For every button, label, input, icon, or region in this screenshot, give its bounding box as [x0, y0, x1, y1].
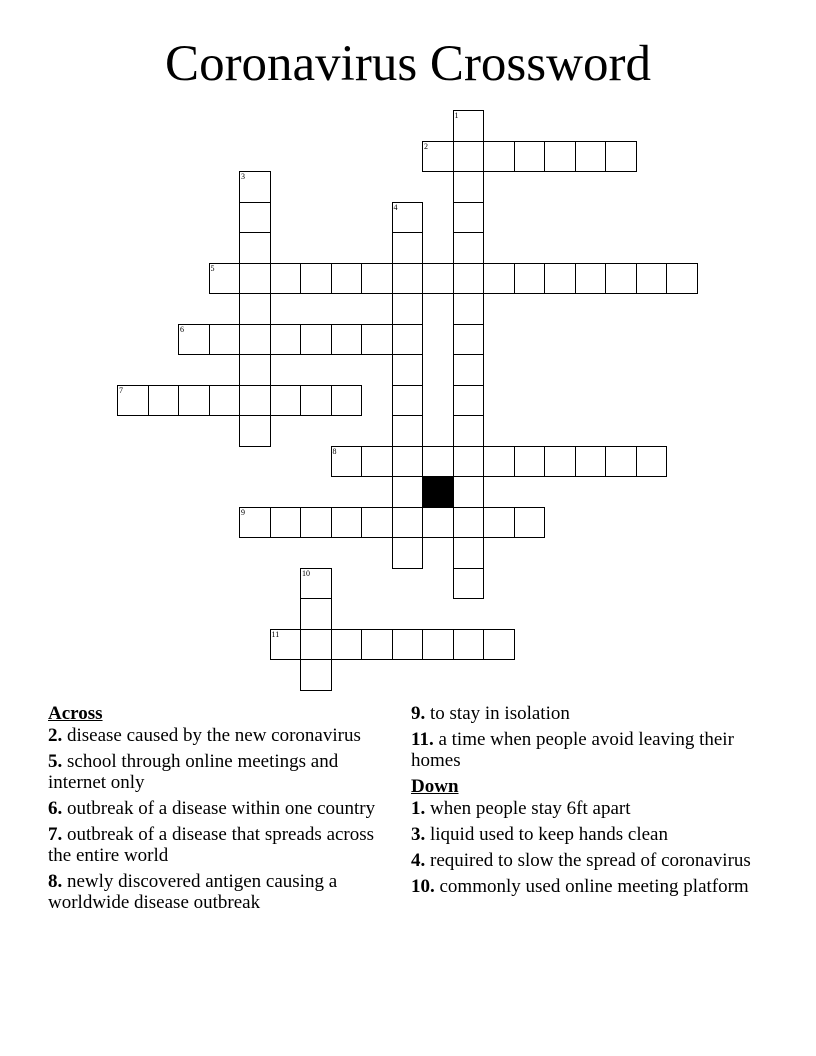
crossword-cell[interactable] [453, 385, 485, 417]
clue-text: outbreak of a disease that spreads across the entire world [48, 824, 375, 866]
crossword-cell[interactable] [209, 385, 241, 417]
crossword-cell[interactable] [239, 263, 271, 295]
crossword-cell[interactable] [239, 385, 271, 417]
cell-number: 3 [241, 172, 245, 181]
clue-number: 9. [411, 703, 426, 724]
crossword-cell[interactable] [148, 385, 180, 417]
crossword-cell[interactable] [636, 446, 668, 478]
clue-text: a time when people avoid leaving their homes [411, 729, 734, 771]
crossword-cell[interactable] [361, 446, 393, 478]
clues-right-column [411, 703, 761, 902]
crossword-cell[interactable] [422, 141, 454, 173]
cell-number: 1 [454, 111, 459, 120]
crossword-cell[interactable] [392, 537, 424, 569]
cell-number: 9 [241, 507, 245, 517]
crossword-cell[interactable] [605, 446, 637, 478]
clue-number: 10. [411, 876, 435, 897]
page-title: Coronavirus Crossword [165, 36, 651, 92]
crossword-cell[interactable] [331, 385, 363, 417]
clue-text: required to slow the spread of coronavirus [430, 850, 751, 871]
crossword-cell[interactable] [453, 110, 485, 142]
crossword-cell[interactable] [453, 232, 485, 264]
crossword-cell[interactable] [239, 324, 271, 356]
crossword-cell[interactable] [178, 385, 210, 417]
crossword-cell[interactable] [483, 141, 515, 173]
crossword-cell[interactable] [544, 446, 576, 478]
crossword-cell[interactable] [453, 171, 485, 203]
across-clue-8 [48, 871, 388, 913]
crossword-cell[interactable] [392, 232, 424, 264]
crossword-cell[interactable] [483, 446, 515, 478]
cell-number: 6 [180, 324, 184, 334]
crossword-cell[interactable] [514, 141, 546, 173]
black-cell [422, 476, 454, 508]
crossword-cell[interactable] [392, 415, 424, 447]
clue-number: 1. [411, 798, 426, 819]
crossword-cell[interactable] [331, 324, 363, 356]
across-clue-11 [411, 729, 761, 771]
clue-number: 3. [411, 824, 426, 845]
crossword-cell[interactable] [239, 202, 271, 234]
crossword-cell[interactable] [483, 629, 515, 661]
clue-number: 7. [48, 824, 63, 845]
crossword-cell[interactable] [514, 507, 546, 539]
clue-text: outbreak of a disease within one country [67, 798, 376, 819]
crossword-cell[interactable] [270, 629, 302, 661]
across-heading: Across [48, 703, 103, 724]
crossword-cell[interactable] [422, 507, 454, 539]
crossword-cell[interactable] [453, 446, 485, 478]
crossword-cell[interactable] [300, 568, 332, 600]
clue-text: commonly used online meeting platform [439, 876, 749, 897]
crossword-cell[interactable] [300, 507, 332, 539]
crossword-cell[interactable] [270, 324, 302, 356]
crossword-cell[interactable] [514, 263, 546, 295]
crossword-cell[interactable] [270, 507, 302, 539]
crossword-cell[interactable] [361, 507, 393, 539]
crossword-cell[interactable] [239, 415, 271, 447]
crossword-cell[interactable] [392, 629, 424, 661]
crossword-cell[interactable] [514, 446, 546, 478]
crossword-cell[interactable] [300, 324, 332, 356]
cell-number: 4 [393, 202, 398, 212]
crossword-cell[interactable] [453, 354, 485, 386]
crossword-cell[interactable] [544, 141, 576, 173]
across-clue-9 [411, 703, 761, 724]
crossword-cell[interactable] [453, 293, 485, 325]
crossword-cell[interactable] [453, 507, 485, 539]
clue-text: disease caused by the new coronavirus [67, 725, 361, 746]
down-clue-10 [411, 876, 761, 897]
crossword-cell[interactable] [575, 141, 607, 173]
clue-number: 11. [411, 729, 434, 750]
crossword-cell[interactable] [392, 354, 424, 386]
crossword-cell[interactable] [239, 507, 271, 539]
clue-number: 2. [48, 725, 63, 746]
crossword-cell[interactable] [300, 629, 332, 661]
clue-number: 5. [48, 751, 63, 772]
crossword-cell[interactable] [453, 324, 485, 356]
clue-number: 8. [48, 871, 63, 892]
crossword-cell[interactable] [392, 293, 424, 325]
crossword-cell[interactable] [392, 476, 424, 508]
cell-number: 10 [302, 568, 310, 578]
down-heading: Down [411, 776, 459, 797]
clue-number: 6. [48, 798, 63, 819]
crossword-cell[interactable] [331, 507, 363, 539]
down-clue-3 [411, 824, 761, 845]
crossword-cell[interactable] [392, 385, 424, 417]
cell-number: 5 [210, 263, 215, 273]
crossword-cell[interactable] [331, 629, 363, 661]
crossword-cell[interactable] [605, 263, 637, 295]
crossword-cell[interactable] [361, 324, 393, 356]
across-clue-6 [48, 798, 388, 819]
crossword-cell[interactable] [453, 415, 485, 447]
crossword-cell[interactable] [544, 263, 576, 295]
crossword-cell[interactable] [392, 263, 424, 295]
crossword-cell[interactable] [605, 141, 637, 173]
crossword-cell[interactable] [636, 263, 668, 295]
crossword-cell[interactable] [453, 476, 485, 508]
cell-number: 2 [424, 141, 428, 151]
crossword-cell[interactable] [270, 385, 302, 417]
clue-text: school through online meetings and internet only [48, 751, 339, 793]
crossword-cell[interactable] [209, 263, 241, 295]
crossword-cell[interactable] [300, 659, 332, 691]
across-clue-2 [48, 725, 388, 746]
crossword-cell[interactable] [178, 324, 210, 356]
cell-number: 8 [332, 446, 337, 456]
down-clue-4 [411, 850, 761, 871]
crossword-cell[interactable] [117, 385, 149, 417]
crossword-cell[interactable] [331, 263, 363, 295]
crossword-cell[interactable] [209, 324, 241, 356]
crossword-cell[interactable] [392, 202, 424, 234]
cell-number: 7 [119, 385, 123, 395]
clue-text: when people stay 6ft apart [430, 798, 631, 819]
crossword-cell[interactable] [666, 263, 698, 295]
crossword-cell[interactable] [422, 629, 454, 661]
down-clue-1 [411, 798, 761, 819]
crossword-cell[interactable] [392, 507, 424, 539]
crossword-cell[interactable] [239, 293, 271, 325]
crossword-cell[interactable] [453, 202, 485, 234]
crossword-cell[interactable] [453, 263, 485, 295]
across-clue-7 [48, 824, 388, 866]
crossword-cell[interactable] [453, 141, 485, 173]
crossword-cell[interactable] [361, 629, 393, 661]
crossword-cell[interactable] [392, 446, 424, 478]
crossword-cell[interactable] [300, 598, 332, 630]
crossword-cell[interactable] [575, 446, 607, 478]
clue-text: newly discovered antigen causing a worldwide disease outbreak [48, 871, 338, 913]
clue-number: 4. [411, 850, 426, 871]
crossword-cell[interactable] [239, 354, 271, 386]
crossword-cell[interactable] [239, 171, 271, 203]
crossword-cell[interactable] [483, 507, 515, 539]
crossword-cell[interactable] [239, 232, 271, 264]
crossword-cell[interactable] [575, 263, 607, 295]
clues-left-column [48, 703, 388, 918]
crossword-cell[interactable] [331, 446, 363, 478]
crossword-cell[interactable] [422, 446, 454, 478]
crossword-cell[interactable] [453, 629, 485, 661]
clue-text: liquid used to keep hands clean [430, 824, 668, 845]
across-clue-5 [48, 751, 388, 793]
cell-number: 11 [271, 629, 280, 639]
clue-text: to stay in isolation [430, 703, 570, 724]
crossword-cell[interactable] [453, 537, 485, 569]
crossword-cell[interactable] [361, 263, 393, 295]
crossword-cell[interactable] [300, 263, 332, 295]
crossword-cell[interactable] [422, 263, 454, 295]
crossword-cell[interactable] [270, 263, 302, 295]
crossword-cell[interactable] [300, 385, 332, 417]
crossword-cell[interactable] [453, 568, 485, 600]
crossword-cell[interactable] [483, 263, 515, 295]
crossword-cell[interactable] [392, 324, 424, 356]
